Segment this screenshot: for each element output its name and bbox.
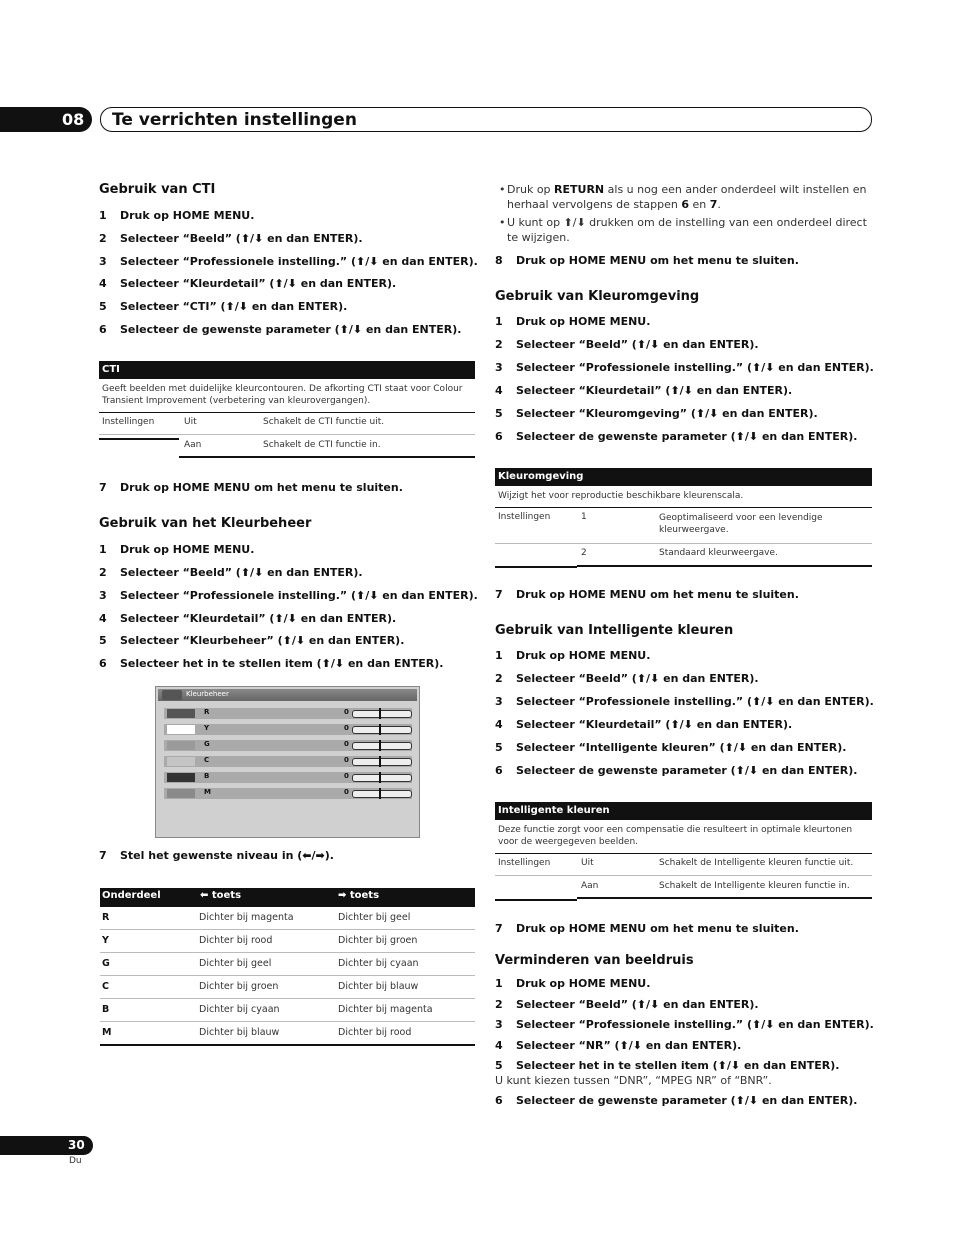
color-value: 0: [344, 772, 349, 780]
ik-step-4: 4 Selecteer “Kleurdetail” (⬆/⬇ en dan ENTER).: [495, 718, 793, 731]
row-right-effect: Dichter bij geel: [338, 912, 411, 923]
table-row: [495, 508, 872, 544]
br-step-1: 1 Druk op HOME MENU.: [495, 977, 651, 990]
color-row[interactable]: [164, 724, 412, 735]
color-label: G: [204, 740, 210, 748]
table-text: Schakelt de Intelligente kleuren functie in.: [659, 881, 850, 891]
row-key: M: [102, 1027, 112, 1038]
kb-step-3: 3 Selecteer “Professionele instelling.” (⬆/⬇ en dan ENTER).: [99, 589, 478, 602]
kb-step-7: 7 Stel het gewenste niveau in (⬅/➡).: [99, 849, 334, 862]
ko-step-3: 3 Selecteer “Professionele instelling.” (⬆/⬇ en dan ENTER).: [495, 361, 874, 374]
ik-step-7: 7 Druk op HOME MENU om het menu te sluiten.: [495, 922, 799, 935]
table-row: [100, 930, 475, 953]
color-label: Y: [204, 724, 210, 732]
kleuromgeving-table: [495, 468, 872, 567]
cti-step-7: 7 Druk op HOME MENU om het menu te sluiten.: [99, 481, 403, 494]
ko-step-1: 1 Druk op HOME MENU.: [495, 315, 651, 328]
color-value: 0: [344, 756, 349, 764]
row-left-effect: Dichter bij rood: [199, 935, 273, 946]
color-row[interactable]: [164, 788, 412, 799]
row-left-effect: Dichter bij cyaan: [199, 1004, 280, 1015]
chapter-number: 08: [62, 110, 85, 129]
kb-step-2: 2 Selecteer “Beeld” (⬆/⬇ en dan ENTER).: [99, 566, 363, 579]
row-right-effect: Dichter bij blauw: [338, 981, 419, 992]
divider: [99, 438, 179, 440]
slider-knob[interactable]: [379, 708, 381, 719]
br-step-5: 5 Selecteer het in te stellen item (⬆/⬇ en dan ENTER).: [495, 1059, 840, 1072]
color-row[interactable]: [164, 708, 412, 719]
ko-table-desc: Wijzigt het voor reproductie beschikbare kleurenscala.: [495, 486, 872, 508]
beeldruis-heading: Verminderen van beeldruis: [495, 953, 694, 968]
color-row[interactable]: [164, 740, 412, 751]
page-number: 30: [68, 1138, 85, 1152]
ko-step-5: 5 Selecteer “Kleuromgeving” (⬆/⬇ en dan ENTER).: [495, 407, 818, 420]
ko-table-title: Kleuromgeving: [495, 468, 872, 486]
table-option: Aan: [581, 881, 599, 891]
divider: [495, 566, 577, 568]
color-label: R: [204, 708, 210, 716]
ik-step-1: 1 Druk op HOME MENU.: [495, 649, 651, 662]
table-text: Schakelt de CTI functie in.: [263, 440, 381, 450]
ik-table-title: Intelligente kleuren: [495, 802, 872, 820]
bullet-return: • Druk op RETURN als u nog een ander onderdeel wilt instellen en herhaal vervolgens de stappen 6 en 7.: [499, 183, 867, 211]
kb-step-1: 1 Druk op HOME MENU.: [99, 543, 255, 556]
table-row: [100, 953, 475, 976]
row-right-effect: Dichter bij cyaan: [338, 958, 419, 969]
ik-step-3: 3 Selecteer “Professionele instelling.” (⬆/⬇ en dan ENTER).: [495, 695, 874, 708]
table-row: [495, 854, 872, 876]
cti-step-6: 6 Selecteer de gewenste parameter (⬆/⬇ en dan ENTER).: [99, 323, 462, 336]
screen-title: Kleurbeheer: [186, 690, 229, 698]
row-key: Y: [102, 935, 109, 946]
ik-table-desc: Deze functie zorgt voor een compensatie die resulteert in optimale kleurtonen voor de weergegeven beelden.: [495, 820, 872, 854]
color-row[interactable]: [164, 756, 412, 767]
color-swatch: [167, 789, 195, 798]
br-note: U kunt kiezen tussen “DNR”, “MPEG NR” of “BNR”.: [495, 1074, 772, 1087]
slider-knob[interactable]: [379, 772, 381, 783]
slider-knob[interactable]: [379, 740, 381, 751]
table-option: Aan: [184, 440, 202, 450]
row-right-effect: Dichter bij magenta: [338, 1004, 433, 1015]
cti-step-1: 1 Druk op HOME MENU.: [99, 209, 255, 222]
cti-step-4: 4 Selecteer “Kleurdetail” (⬆/⬇ en dan ENTER).: [99, 277, 397, 290]
table-row: [100, 999, 475, 1022]
br-step-6: 6 Selecteer de gewenste parameter (⬆/⬇ en dan ENTER).: [495, 1094, 858, 1107]
color-swatch: [167, 741, 195, 750]
table-row: [577, 876, 872, 899]
color-row[interactable]: [164, 772, 412, 783]
color-label: M: [204, 788, 211, 796]
row-left-effect: Dichter bij blauw: [199, 1027, 280, 1038]
row-left-effect: Dichter bij magenta: [199, 912, 294, 923]
table-option: 1: [581, 512, 587, 522]
table-label: Instellingen: [498, 858, 551, 868]
table-label: Instellingen: [102, 417, 155, 427]
table-row: [179, 435, 475, 458]
kb-step-6: 6 Selecteer het in te stellen item (⬆/⬇ en dan ENTER).: [99, 657, 444, 670]
table-option: Uit: [581, 858, 594, 868]
color-value: 0: [344, 788, 349, 796]
row-right-effect: Dichter bij rood: [338, 1027, 412, 1038]
kb-step-4: 4 Selecteer “Kleurdetail” (⬆/⬇ en dan ENTER).: [99, 612, 397, 625]
kleurbeheer-heading: Gebruik van het Kleurbeheer: [99, 516, 312, 531]
ik-step-5: 5 Selecteer “Intelligente kleuren” (⬆/⬇ en dan ENTER).: [495, 741, 847, 754]
color-slider[interactable]: [352, 758, 412, 766]
color-label: B: [204, 772, 210, 780]
row-key: C: [102, 981, 109, 992]
table-row: [99, 413, 475, 435]
intelligente-table: [495, 802, 872, 899]
color-slider[interactable]: [352, 726, 412, 734]
page-language: Du: [69, 1156, 82, 1166]
cti-table: [99, 361, 475, 458]
kb-step-8: 8 Druk op HOME MENU om het menu te sluiten.: [495, 254, 799, 267]
bullet-direct: • U kunt op ⬆/⬇ drukken om de instelling van een onderdeel direct te wijzigen.: [499, 216, 867, 244]
cti-table-desc: Geeft beelden met duidelijke kleurcontouren. De afkorting CTI staat voor Colour Transient Improvement (verbetering van kleurovergangen).: [99, 379, 475, 413]
row-key: G: [102, 958, 110, 969]
row-left-effect: Dichter bij groen: [199, 981, 279, 992]
cti-table-title: CTI: [99, 361, 475, 379]
ko-step-2: 2 Selecteer “Beeld” (⬆/⬇ en dan ENTER).: [495, 338, 759, 351]
br-step-4: 4 Selecteer “NR” (⬆/⬇ en dan ENTER).: [495, 1039, 742, 1052]
slider-knob[interactable]: [379, 788, 381, 799]
table-row: [100, 1022, 475, 1046]
header-left-key: ⬅ toets: [200, 890, 242, 901]
screen-title-bar: [158, 689, 417, 701]
table-option: 2: [581, 548, 587, 558]
table-text: Schakelt de Intelligente kleuren functie uit.: [659, 858, 854, 868]
color-swatch: [167, 709, 195, 718]
ko-step-4: 4 Selecteer “Kleurdetail” (⬆/⬇ en dan ENTER).: [495, 384, 793, 397]
cti-step-2: 2 Selecteer “Beeld” (⬆/⬇ en dan ENTER).: [99, 232, 363, 245]
table-row: [577, 544, 872, 567]
ko-step-6: 6 Selecteer de gewenste parameter (⬆/⬇ en dan ENTER).: [495, 430, 858, 443]
cti-step-5: 5 Selecteer “CTI” (⬆/⬇ en dan ENTER).: [99, 300, 348, 313]
color-swatch: [167, 773, 195, 782]
slider-knob[interactable]: [379, 756, 381, 767]
color-label: C: [204, 756, 210, 764]
table-header: [100, 888, 475, 907]
row-key: R: [102, 912, 110, 923]
kb-step-5: 5 Selecteer “Kleurbeheer” (⬆/⬇ en dan ENTER).: [99, 634, 405, 647]
color-value: 0: [344, 708, 349, 716]
row-right-effect: Dichter bij groen: [338, 935, 418, 946]
menu-icon: [162, 690, 182, 700]
divider: [495, 899, 577, 901]
ik-step-6: 6 Selecteer de gewenste parameter (⬆/⬇ en dan ENTER).: [495, 764, 858, 777]
color-swatch: [167, 757, 195, 766]
table-row: [100, 976, 475, 999]
color-slider[interactable]: [352, 790, 412, 798]
table-option: Uit: [184, 417, 197, 427]
table-label: Instellingen: [498, 512, 551, 522]
intelligente-heading: Gebruik van Intelligente kleuren: [495, 623, 734, 638]
table-text: Geoptimaliseerd voor een levendige kleurweergave.: [659, 513, 823, 535]
color-value: 0: [344, 740, 349, 748]
color-value: 0: [344, 724, 349, 732]
kleuromgeving-heading: Gebruik van Kleuromgeving: [495, 289, 700, 304]
kleurbeheer-screen: [155, 686, 420, 838]
table-text: Schakelt de CTI functie uit.: [263, 417, 385, 427]
header-right-key: ➡ toets: [338, 890, 380, 901]
br-step-3: 3 Selecteer “Professionele instelling.” (⬆/⬇ en dan ENTER).: [495, 1018, 874, 1031]
table-text: Standaard kleurweergave.: [659, 548, 778, 558]
slider-knob[interactable]: [379, 724, 381, 735]
cti-heading: Gebruik van CTI: [99, 182, 216, 197]
color-slider[interactable]: [352, 774, 412, 782]
color-slider[interactable]: [352, 742, 412, 750]
chapter-title: Te verrichten instellingen: [112, 110, 357, 130]
header-onderdeel: Onderdeel: [102, 890, 161, 901]
row-key: B: [102, 1004, 110, 1015]
kleurbeheer-table: [100, 888, 475, 1046]
table-row: [100, 907, 475, 930]
cti-step-3: 3 Selecteer “Professionele instelling.” (⬆/⬇ en dan ENTER).: [99, 255, 478, 268]
color-slider[interactable]: [352, 710, 412, 718]
color-swatch: [167, 725, 195, 734]
row-left-effect: Dichter bij geel: [199, 958, 272, 969]
ko-step-7: 7 Druk op HOME MENU om het menu te sluiten.: [495, 588, 799, 601]
br-step-2: 2 Selecteer “Beeld” (⬆/⬇ en dan ENTER).: [495, 998, 759, 1011]
ik-step-2: 2 Selecteer “Beeld” (⬆/⬇ en dan ENTER).: [495, 672, 759, 685]
